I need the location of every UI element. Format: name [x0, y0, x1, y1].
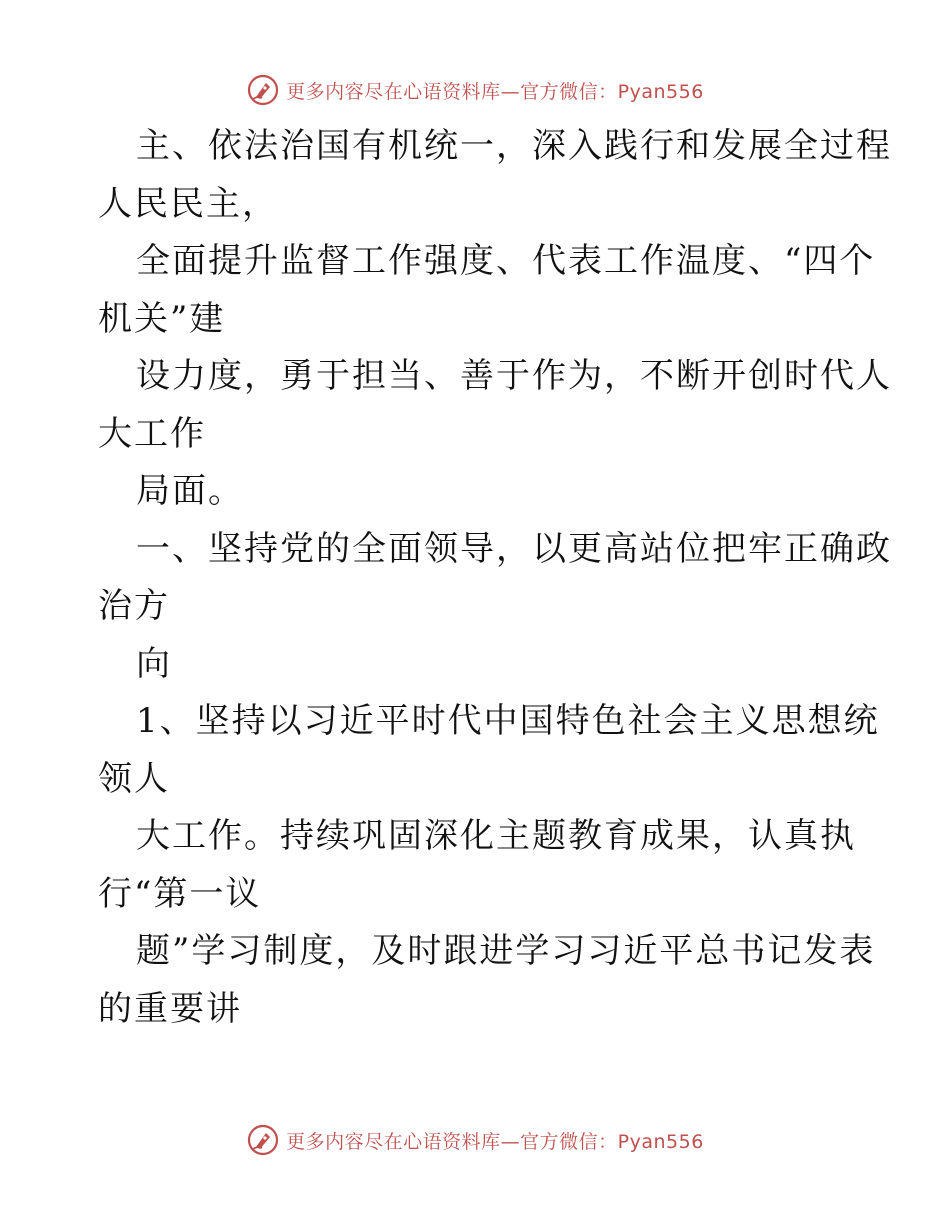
text-line: 人民民主，: [98, 183, 278, 224]
text-line: 主、依法治国有机统一，深入践行和发展全过程: [136, 126, 892, 166]
text-line: 向: [136, 643, 172, 684]
text-line: 全面提升监督工作强度、代表工作温度、“四个: [136, 241, 876, 281]
text-line: 大工作: [98, 413, 206, 454]
text-line: 1、坚持以习近平时代中国特色社会主义思想统: [136, 701, 880, 741]
footer-watermark: [0, 1120, 950, 1160]
text-line: 局面。: [136, 471, 244, 511]
text-line: 行“第一议: [98, 873, 262, 914]
text-line: 的重要讲: [98, 988, 242, 1029]
text-line: 题”学习制度，及时跟进学习习近平总书记发表: [136, 931, 876, 971]
text-line: 治方: [98, 586, 170, 626]
text-line: 设力度，勇于担当、善于作为，不断开创时代人: [136, 356, 892, 396]
pen-nib-logo-icon: [246, 73, 280, 107]
watermark-text: 更多内容尽在心语资料库—官方微信：Pyan556: [286, 1130, 704, 1153]
document-body: [98, 118, 892, 1038]
pen-nib-logo-icon: [246, 1123, 280, 1157]
text-line: 一、坚持党的全面领导，以更高站位把牢正确政: [136, 528, 892, 569]
text-line: 领人: [98, 758, 170, 799]
text-line: 机关”建: [98, 298, 226, 339]
text-line: 大工作。持续巩固深化主题教育成果，认真执: [136, 816, 856, 856]
header-watermark: [0, 70, 950, 110]
watermark-text: 更多内容尽在心语资料库—官方微信：Pyan556: [286, 80, 704, 103]
